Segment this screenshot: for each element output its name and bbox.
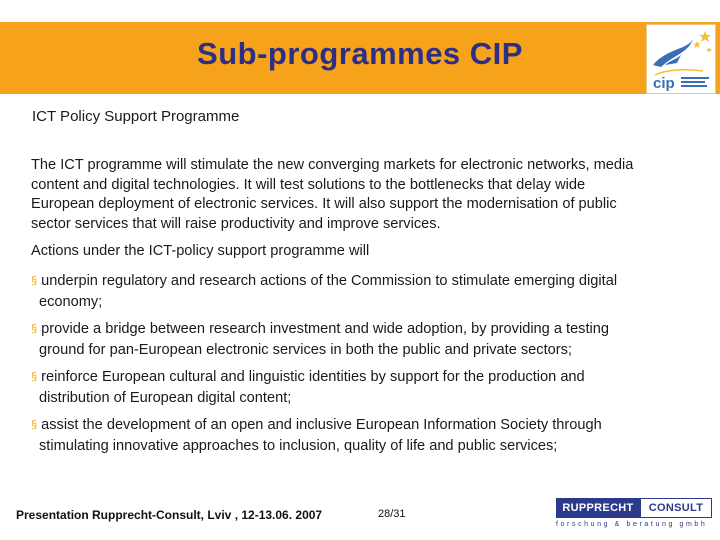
cip-logo-icon [647, 25, 715, 93]
bullet-marker-icon: § [31, 275, 38, 287]
paragraph-line: European deployment of electronic services. It will also support the modernisation of public [31, 196, 617, 212]
bullet-text: assist the development of an open and inclusive European Information Society through [41, 417, 602, 433]
paragraph-line: The ICT programme will stimulate the new converging markets for electronic networks, media [31, 157, 634, 173]
paragraph-line: content and digital technologies. It will test solutions to the bottlenecks that delay wide [31, 176, 586, 193]
bullet-item [31, 320, 701, 360]
bullet-marker-icon: § [31, 371, 38, 383]
rupprecht-consult-logo [556, 498, 712, 532]
cip-logo [646, 24, 716, 94]
bullet-item [31, 416, 701, 456]
company-name-left: RUPPRECHT [556, 498, 640, 518]
page-number: 28/31 [378, 508, 406, 520]
bullet-item [31, 368, 701, 408]
bullet-text: reinforce European cultural and linguistic identities by support for the production and [41, 369, 585, 385]
bullet-marker-icon: § [31, 419, 38, 431]
company-name-right: CONSULT [640, 498, 712, 518]
bullet-text-cont: ground for pan-European electronic services in both the public and private sectors; [39, 341, 572, 358]
bullet-text: underpin regulatory and research actions of the Commission to stimulate emerging digital [41, 273, 618, 289]
section-subtitle: ICT Policy Support Programme [32, 108, 240, 125]
page-title: Sub-programmes CIP [197, 36, 523, 71]
intro-paragraph [31, 156, 701, 234]
cip-logo-text: cip [653, 75, 675, 92]
company-tagline: forschung & beratung gmbh [556, 521, 708, 528]
bullet-text-cont: distribution of European digital content; [39, 389, 292, 406]
company-logo-bar [556, 498, 712, 518]
actions-intro: Actions under the ICT-policy support programme will [31, 243, 370, 259]
bullet-text: provide a bridge between research investment and wide adoption, by providing a testing [41, 321, 610, 337]
bullet-text-cont: economy; [39, 293, 103, 310]
footer-presentation: Presentation Rupprecht-Consult, Lviv , 12-13.06. 2007 [16, 508, 323, 522]
bullet-marker-icon: § [31, 323, 38, 335]
bullet-item [31, 272, 701, 312]
bullet-text-cont: stimulating innovative approaches to inclusion, quality of life and public services; [39, 437, 558, 454]
paragraph-line: sector services that will raise productivity and improve services. [31, 215, 441, 232]
